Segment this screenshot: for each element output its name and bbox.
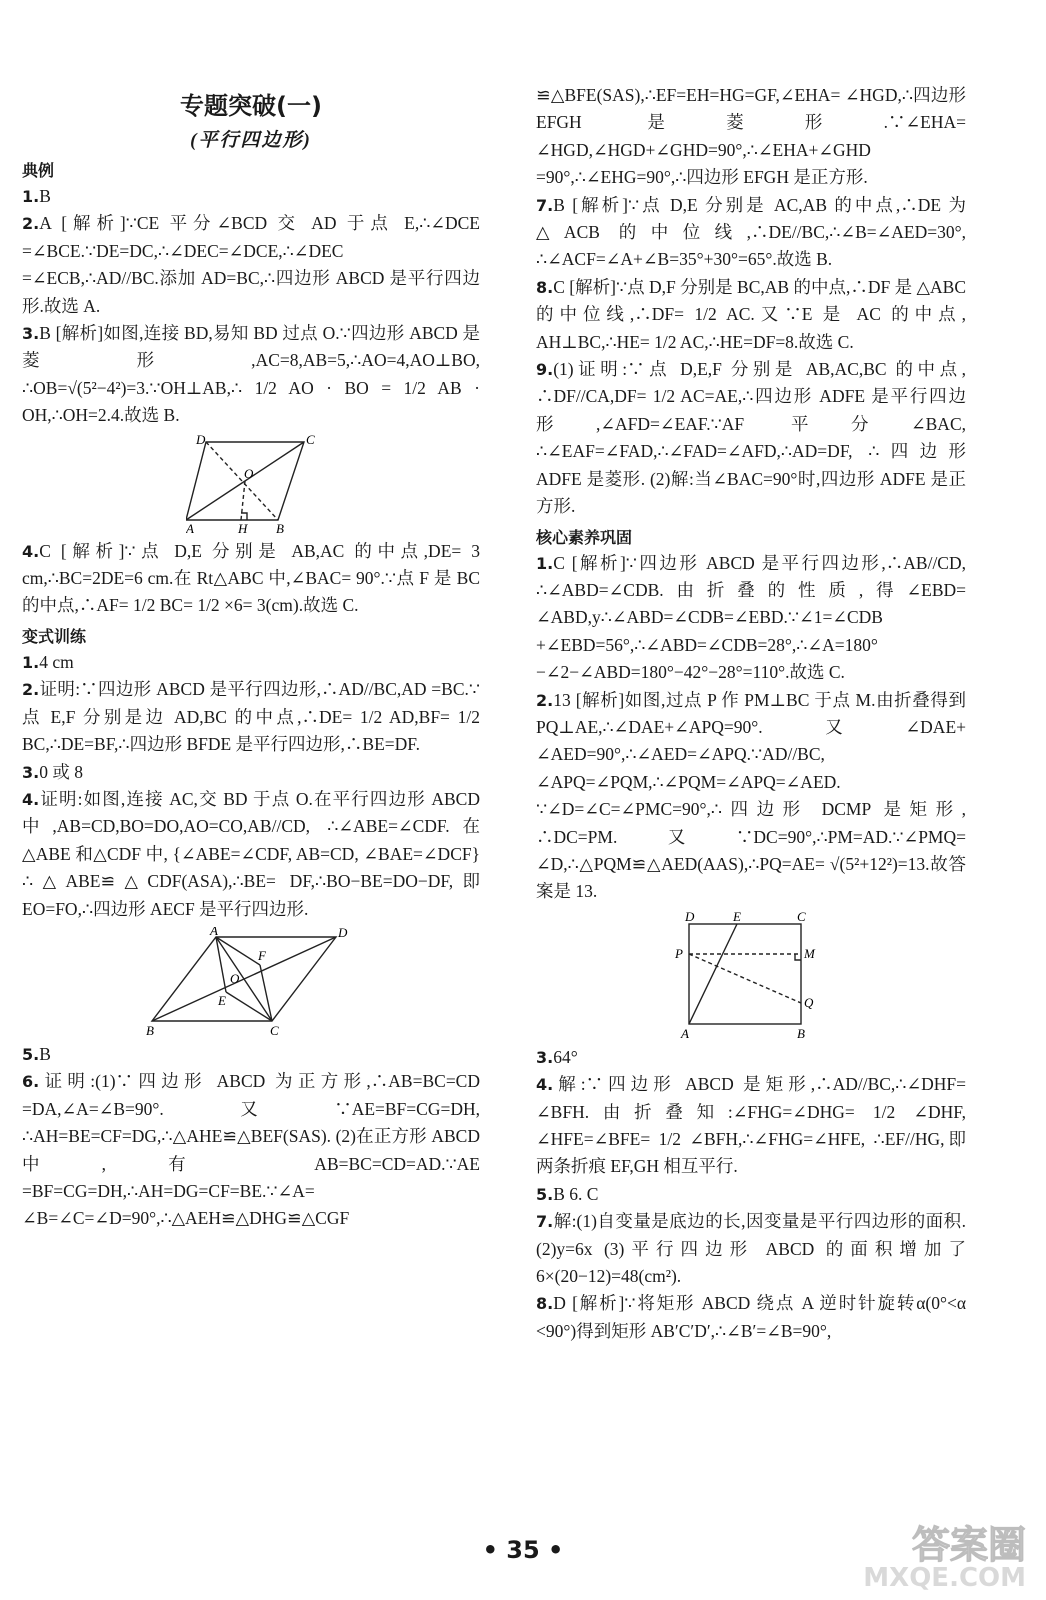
rectangle-label: Q — [804, 994, 814, 1010]
answer-item: 4.C [解析]∵点 D,E 分别是 AB,AC 的中点,DE= 3 cm,∴BC=2DE=6 cm.在 Rt△ABC 中,∠BAC= 90°.∵点 F 是 BC 的中点,∴AF= 1/2 BC= 1/2 ×6= 3(cm).故选 C. — [22, 540, 480, 616]
rhombus-figure — [186, 434, 316, 534]
rhombus-label: H — [238, 520, 248, 534]
watermark-top: 答案圈 — [911, 1523, 1026, 1567]
parallelogram-label: A — [210, 926, 218, 938]
watermark-logo — [856, 1514, 1026, 1593]
answer-item: 1.4 cm — [22, 651, 74, 672]
rectangle-figure — [671, 910, 831, 1040]
parallelogram-figure — [146, 927, 356, 1037]
rectangle-label: E — [733, 909, 741, 924]
answer-item: 4.解:∵四边形 ABCD 是矩形,∴AD//BC,∴∠DHF= ∠BFH.由折叠知:∠FHG=∠DHG= 1/2 ∠DHF, ∠HFE=∠BFE= 1/2 ∠BFH,∴∠FHG=∠HFE, ∴EF//HG,即两条折痕 EF,GH 相互平行. — [536, 1074, 966, 1177]
right-column — [536, 82, 966, 1345]
answer-item: 1.C [解析]∵四边形 ABCD 是平行四边形,∴AB//CD, ∴∠ABD=∠CDB.由折叠的性质,得∠EBD= ∠ABD,y∴∠ABD=∠CDB=∠EBD.∵∠1=∠CDB +∠EBD=56°,∴∠ABD=∠CDB=28°,∴∠A=180° −∠2−∠ABD=180°−42°−28°=110°.故选 C. — [536, 552, 966, 683]
watermark-bottom: MXQE.COM — [863, 1563, 1026, 1593]
left-column — [22, 80, 480, 1233]
answer-item: 9.(1)证明:∵点 D,E,F 分别是 AB,AC,BC 的中点, ∴DF//CA,DF= 1/2 AC=AE,∴四边形 ADFE 是平行四边形,∠AFD=∠EAF.∵AF 平分∠BAC, ∴∠EAF=∠FAD,∴∠FAD=∠AFD,∴AD=DF, ∴四边形 ADFE 是菱形. (2)解:当∠BAC=90°时,四边形 ADFE 是正方形. — [536, 359, 966, 517]
rhombus-label: C — [306, 433, 315, 447]
answer-item: 8.C [解析]∵点 D,F 分别是 BC,AB 的中点,∴DF 是 △ABC 的中位线,∴DF= 1/2 AC.又∵E 是 AC 的中点, AH⊥BC,∴HE= 1/2 AC,∴HE=DF=8.故选 C. — [536, 276, 966, 352]
rectangle-label: P — [675, 945, 683, 961]
rectangle-label: D — [685, 909, 695, 924]
answer-item: 7.解:(1)自变量是底边的长,因变量是平行四边形的面积. (2)y=6x (3)平行四边形 ABCD 的面积增加了 6×(20−12)=48(cm²). — [536, 1211, 966, 1287]
rhombus-label: B — [276, 520, 284, 534]
answer-item: 6.证明:(1)∵四边形 ABCD 为正方形,∴AB=BC=CD =DA,∠A=∠B=90°.又∵AE=BF=CG=DH, ∴AH=BE=CF=DG,∴△AHE≌△BEF(SAS). (2)在正方形 ABCD 中,有 AB=BC=CD=AD.∵AE =BF=CG=DH,∴AH=DG=CF=BE.∵∠A= ∠B=∠C=∠D=90°,∴△AEH≌△DHG≌△CGF — [22, 1071, 480, 1229]
rectangle-label: A — [681, 1025, 689, 1040]
section-heading-examples: 典例 — [22, 161, 55, 180]
answer-item: 1.B — [22, 186, 51, 206]
parallelogram-label: B — [146, 1022, 154, 1037]
page-number: • 35 • — [482, 1536, 564, 1564]
page-title: 专题突破(一) — [180, 92, 322, 120]
rhombus-label: O — [244, 465, 254, 481]
answer-item: 3.0 或 8 — [22, 761, 83, 782]
answer-item: 5.B — [22, 1043, 51, 1064]
rectangle-label: M — [804, 945, 815, 961]
answer-item: 2.证明:∵四边形 ABCD 是平行四边形,∴AD//BC,AD =BC.∵点 E,F 分别是边 AD,BC 的中点,∴DE= 1/2 AD,BF= 1/2 BC,∴DE=BF,∴四边形 BFDE 是平行四边形,∴BE=DF. — [22, 679, 480, 755]
answer-item: 4.证明:如图,连接 AC,交 BD 于点 O.在平行四边形 ABCD 中,AB=CD,BO=DO,AO=CO,AB//CD, ∴∠ABE=∠CDF.在△ABE 和△CDF 中, {∠ABE=∠CDF, AB=CD, ∠BAE=∠DCF} ∴△ABE≌△CDF(ASA),∴BE= DF,∴BO−BE=DO−DF,即 EO=FO,∴四边形 AECF 是平行四边形. — [22, 788, 480, 919]
parallelogram-label: D — [338, 926, 348, 940]
answer-item: 7.B [解析]∵点 D,E 分别是 AC,AB 的中点,∴DE 为 △ACB 的中位线,∴DE//BC,∴∠B=∠AED=30°, ∴∠ACF=∠A+∠B=35°+30°=65°.故选 B. — [536, 194, 966, 270]
answer-item: ≌△BFE(SAS),∴EF=EH=HG=GF,∠EHA= ∠HGD,∴四边形 EFGH 是菱形.∵∠EHA= ∠HGD,∠HGD+∠GHD=90°,∴∠EHA+∠GHD =90°,∴∠EHG=90°,∴四边形 EFGH 是正方形. — [536, 85, 966, 188]
rhombus-label: D — [196, 433, 206, 447]
section-heading-practice: 变式训练 — [22, 626, 87, 646]
rectangle-label: B — [797, 1025, 805, 1040]
page-subtitle: (平行四边形) — [190, 130, 312, 151]
parallelogram-label: F — [258, 947, 266, 963]
answer-item: 8.D [解析]∵将矩形 ABCD 绕点 A 逆时针旋转α(0°<α <90°)得到矩形 AB′C′D′,∴∠B′=∠B=90°, — [536, 1293, 966, 1341]
answer-item: 2.13 [解析]如图,过点 P 作 PM⊥BC 于点 M.由折叠得到 PQ⊥AE,∴∠DAE+∠APQ=90°.又∠DAE+ ∠AED=90°,∴∠AED=∠APQ.∵AD//BC, ∠APQ=∠PQM,∴∠PQM=∠APQ=∠AED. ∵∠D=∠C=∠PMC=90°,∴四边形 DCMP 是矩形, ∴DC=PM.又∵DC=90°,∴PM=AD.∵∠PMQ= ∠D,∴△PQM≌△AED(AAS),∴PQ=AE= √(5²+12²)=13.故答案是 13. — [536, 689, 966, 902]
answer-item: 3.B [解析]如图,连接 BD,易知 BD 过点 O.∵四边形 ABCD 是菱形,AC=8,AB=5,∴AO=4,AO⊥BO, ∴OB=√(5²−4²)=3.∵OH⊥AB,∴ 1/2 AO · BO = 1/2 AB · OH,∴OH=2.4.故选 B. — [22, 323, 480, 426]
parallelogram-label: C — [270, 1022, 279, 1037]
parallelogram-label: O — [230, 970, 240, 986]
answer-item: 2.A [解析]∵CE 平分∠BCD 交 AD 于点 E,∴∠DCE =∠BCE.∵DE=DC,∴∠DEC=∠DCE,∴∠DEC =∠ECB,∴AD//BC.添加 AD=BC,∴四边形 ABCD 是平行四边形.故选 A. — [22, 213, 480, 316]
rhombus-label: A — [186, 520, 194, 534]
parallelogram-label: E — [218, 992, 226, 1008]
rectangle-label: C — [797, 909, 806, 924]
answer-item: 3.64° — [536, 1046, 578, 1067]
section-heading-core: 核心素养巩固 — [536, 527, 633, 547]
answer-item: 5.B 6. C — [536, 1183, 599, 1204]
